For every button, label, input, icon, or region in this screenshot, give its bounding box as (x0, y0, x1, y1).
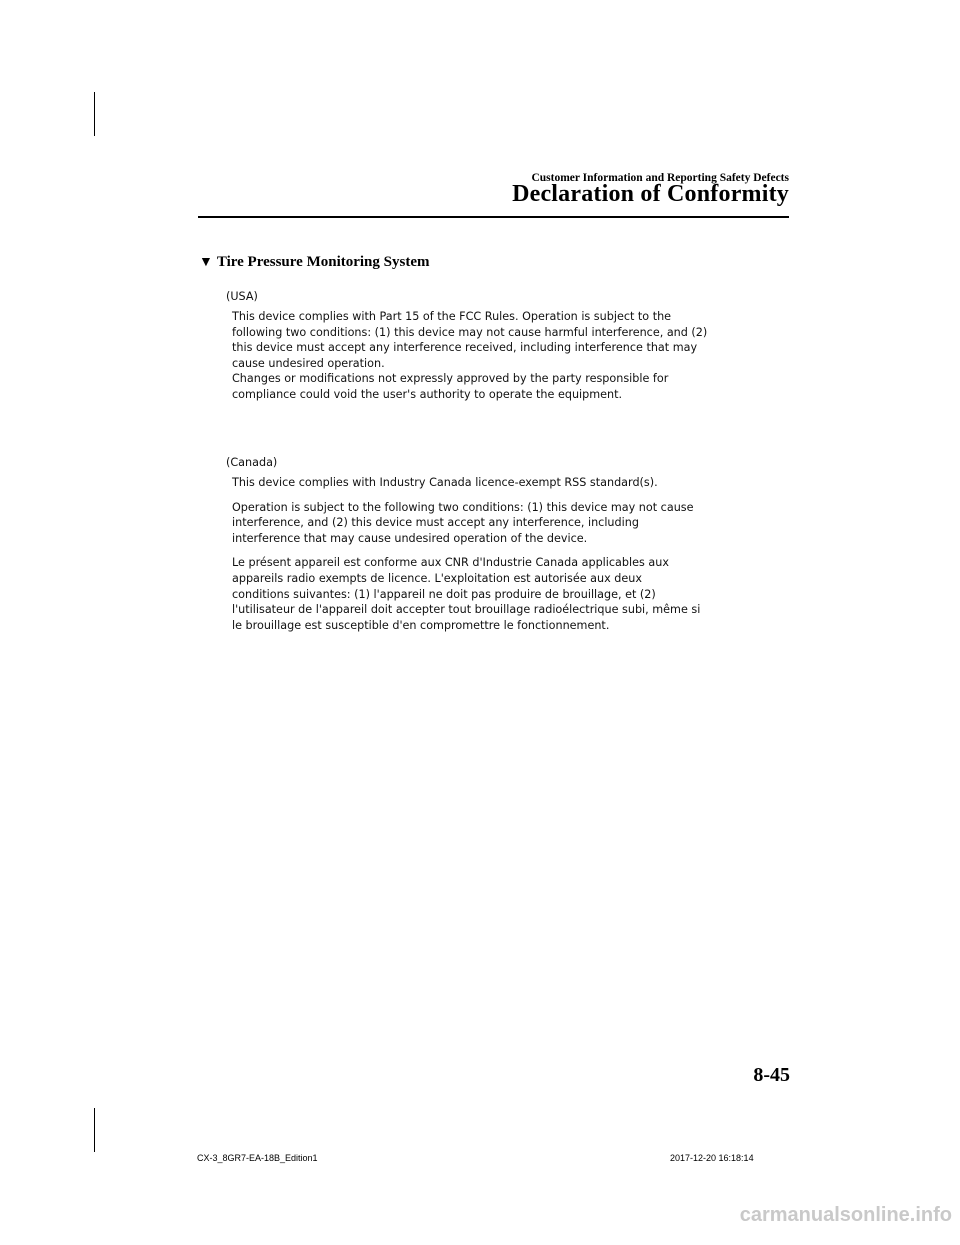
usa-statement (226, 290, 707, 403)
subheading (199, 254, 429, 271)
canada-label: (Canada) (226, 456, 278, 469)
page-title: Declaration of Conformity (512, 181, 789, 207)
usa-line: cause undesired operation. (232, 356, 385, 370)
usa-line: Changes or modifications not expressly approved by the party responsible for (232, 372, 669, 386)
canada-french-line: appareils radio exempts de licence. L'exploitation est autorisée aux deux (232, 571, 642, 585)
page-number: 8-45 (753, 1064, 790, 1086)
watermark: carmanualsonline.info (739, 1204, 952, 1226)
usa-line: following two conditions: (1) this device may not cause harmful interference, and (2) (232, 325, 708, 339)
canada-line: interference that may cause undesired operation of the device. (232, 531, 588, 545)
footer-edition: CX-3_8GR7-EA-18B_Edition1 (197, 1153, 318, 1163)
usa-line: this device must accept any interference received, including interference that may (232, 341, 698, 355)
subheading-text: Tire Pressure Monitoring System (216, 254, 430, 270)
section-label: Customer Information and Reporting Safety Defects (531, 172, 789, 184)
canada-line: Operation is subject to the following two conditions: (1) this device may not cause (232, 500, 694, 514)
title-rule (198, 216, 789, 218)
canada-line: interference, and (2) this device must accept any interference, including (232, 516, 639, 530)
canada-french-line: le brouillage est susceptible d'en compromettre le fonctionnement. (232, 618, 610, 632)
canada-french-line: l'utilisateur de l'appareil doit accepter tout brouillage radioélectrique subi, même si (232, 603, 701, 617)
usa-label: (USA) (226, 290, 258, 303)
crop-mark-bottom (94, 1108, 95, 1152)
canada-french-line: Le présent appareil est conforme aux CNR d'Industrie Canada applicables aux (232, 556, 669, 570)
triangle-marker-icon: ▼ (199, 255, 213, 270)
footer-timestamp: 2017-12-20 16:18:14 (670, 1153, 754, 1163)
usa-line: This device complies with Part 15 of the FCC Rules. Operation is subject to the (232, 310, 672, 323)
canada-statement (226, 456, 700, 633)
usa-line: compliance could void the user's authority to operate the equipment. (232, 387, 623, 401)
canada-line: This device complies with Industry Canada licence-exempt RSS standard(s). (232, 476, 658, 489)
crop-mark-top (94, 92, 95, 136)
canada-french-line: conditions suivantes: (1) l'appareil ne doit pas produire de brouillage, et (2) (232, 587, 656, 601)
